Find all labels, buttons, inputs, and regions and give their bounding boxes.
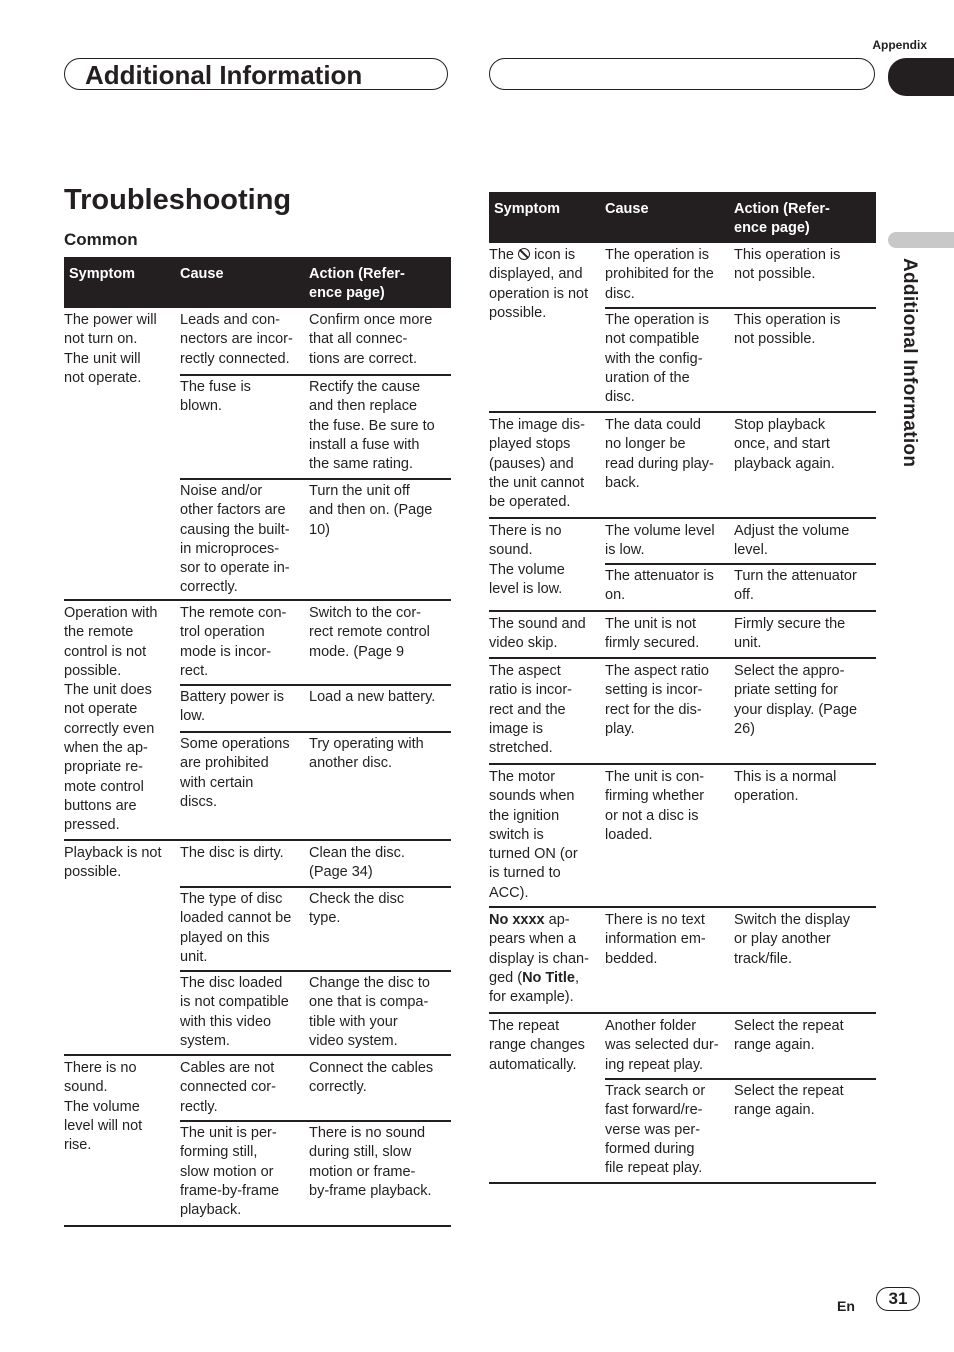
text-line: another disc. <box>309 755 393 772</box>
text-line: and then on. (Page <box>309 502 433 519</box>
cause-cell <box>180 890 291 967</box>
action-cell <box>734 911 850 969</box>
text-line: connected cor- <box>180 1079 276 1096</box>
text-line: stretched. <box>489 740 553 757</box>
text-line: and then replace <box>309 398 418 415</box>
table-row <box>64 1056 451 1227</box>
text-line: played stops <box>489 436 571 453</box>
text-line: nectors are incor- <box>180 331 293 348</box>
text-line: the same rating. <box>309 456 413 473</box>
text-line: or not a disc is <box>605 807 699 824</box>
text-line: ing repeat play. <box>605 1056 704 1073</box>
symptom-cell <box>64 1059 142 1155</box>
text-line: The unit will <box>64 350 141 367</box>
text-line: Confirm once more <box>309 312 433 328</box>
text-line: Adjust the volume <box>734 523 850 539</box>
no-entry-icon <box>518 248 530 260</box>
cause-cell <box>605 522 715 561</box>
text-line: not turn on. <box>64 331 138 348</box>
text-line: The remote con- <box>180 605 287 621</box>
page-title: Troubleshooting <box>64 184 292 216</box>
text-line: tions are correct. <box>309 350 417 367</box>
text-line: The unit is not <box>605 616 697 632</box>
header-pill <box>64 58 448 90</box>
symptom-cell <box>64 604 158 836</box>
text-line: Firmly secure the <box>734 616 846 632</box>
cause-cell <box>605 615 699 654</box>
action-cell <box>734 522 849 561</box>
text-line: by-frame playback. <box>309 1182 432 1199</box>
text-line: verse was per- <box>605 1121 701 1138</box>
text-line: playback. <box>180 1202 242 1219</box>
text-line: loaded cannot be <box>180 910 292 927</box>
text-line: motion or frame- <box>309 1163 416 1180</box>
text-line: buttons are <box>64 797 137 814</box>
text-line: trol operation <box>180 624 265 641</box>
text-line: Try operating with <box>309 736 424 752</box>
text-line: Another folder <box>605 1018 697 1034</box>
text-line: or play another <box>734 931 831 948</box>
action-cell <box>734 416 835 474</box>
text-line: Stop playback <box>734 417 826 433</box>
text-line: (pauses) and <box>489 455 574 472</box>
text-line: automatically. <box>489 1056 577 1073</box>
symptom-cell <box>489 768 578 903</box>
table-row <box>489 765 876 908</box>
text-line: There is no text <box>605 912 705 928</box>
cause-cell <box>180 482 290 598</box>
text-line: possible. <box>64 662 122 679</box>
text-line: the remote <box>64 624 134 641</box>
text-line: The unit is per- <box>180 1125 277 1141</box>
text-line: one that is compa- <box>309 994 429 1011</box>
table-row <box>64 308 451 601</box>
cause-cell <box>180 1059 276 1117</box>
text-line: The operation is <box>605 312 709 328</box>
side-section-label: Additional Information <box>899 258 920 468</box>
action-cell <box>734 246 840 285</box>
action-cell <box>309 482 432 540</box>
text-line: Rectify the cause <box>309 379 421 395</box>
text-line: low. <box>180 708 205 725</box>
text-line: The aspect ratio <box>605 663 709 679</box>
header-title: Additional Information <box>85 60 363 90</box>
text-line: was selected dur- <box>605 1037 719 1054</box>
table-row <box>64 841 451 1056</box>
text-line: the fuse. Be sure to <box>309 417 435 434</box>
text-line: turned ON (or <box>489 846 578 863</box>
action-cell <box>309 1059 433 1098</box>
text-line: firming whether <box>605 788 705 805</box>
text-line: The attenuator is <box>605 568 714 584</box>
text-line: be operated. <box>489 494 571 511</box>
text-line: The disc loaded <box>180 975 283 991</box>
text-line: Playback is not <box>64 845 162 861</box>
text-line: not possible. <box>734 331 816 348</box>
text-line: install a fuse with <box>309 436 420 453</box>
text-line: The repeat <box>489 1018 560 1034</box>
text-line: The sound and <box>489 616 586 632</box>
text-line: are prohibited <box>180 755 269 772</box>
text-line: formed during <box>605 1140 695 1157</box>
action-cell <box>734 615 845 654</box>
text-line: is not compatible <box>180 994 289 1011</box>
symptom-cell <box>489 1017 585 1075</box>
text-line: Turn the unit off <box>309 483 410 499</box>
cause-cell <box>605 1017 719 1075</box>
text-line: Noise and/or <box>180 483 263 499</box>
action-cell <box>309 890 404 929</box>
text-line: The volume <box>489 561 565 578</box>
text-line: level will not <box>64 1117 143 1134</box>
text-line: discs. <box>180 793 218 810</box>
text-line: The aspect <box>489 663 561 679</box>
text-line: sound. <box>64 1079 108 1096</box>
text-line: Select the repeat <box>734 1018 844 1034</box>
text-line: Switch the display <box>734 912 851 928</box>
cause-cell <box>605 911 706 969</box>
text-line: video skip. <box>489 635 558 652</box>
text-line: (Page 34) <box>309 864 373 881</box>
text-line: track/file. <box>734 950 793 967</box>
text-line: back. <box>605 474 640 491</box>
cause-cell <box>180 688 284 727</box>
text-line: The fuse is <box>180 379 251 395</box>
text-line: disc. <box>605 285 635 302</box>
text-line: priate setting for <box>734 682 838 699</box>
text-line: setting is incor- <box>605 682 703 699</box>
text-line: Some operations <box>180 736 290 752</box>
text-line: when the ap- <box>64 740 148 757</box>
text-line: video system. <box>309 1032 398 1049</box>
text-line: with this video <box>180 1013 272 1030</box>
text-line: image is <box>489 720 543 737</box>
text-line: range again. <box>734 1102 815 1119</box>
text-line: in microproces- <box>180 540 280 557</box>
text-line: unit. <box>180 948 208 965</box>
text-line: Switch to the cor- <box>309 605 422 621</box>
text-line: frame-by-frame <box>180 1182 280 1199</box>
cause-cell <box>180 604 286 681</box>
text-line: There is no <box>489 523 562 539</box>
text-line: once, and start <box>734 436 830 453</box>
text-line: pressed. <box>64 817 120 834</box>
text-line: possible. <box>64 864 122 881</box>
page-number: 31 <box>876 1287 920 1311</box>
header-block <box>888 58 954 96</box>
cause-cell <box>605 311 709 407</box>
text-line: with the config- <box>605 350 703 367</box>
action-cell <box>309 1124 432 1201</box>
text-line: control is not <box>64 643 147 660</box>
text-line: not possible. <box>734 266 816 283</box>
cause-cell <box>180 311 293 369</box>
text-line: rect remote control <box>309 624 430 641</box>
text-line: sounds when <box>489 788 575 805</box>
text-line: There is no sound <box>309 1125 426 1141</box>
text-line: displayed, and <box>489 266 583 283</box>
text-line: The volume <box>64 1098 140 1115</box>
section-heading: Common <box>64 230 138 249</box>
text-line: The type of disc <box>180 891 283 907</box>
cause-cell <box>605 416 714 493</box>
text-line: There is no <box>64 1060 137 1076</box>
text-line: disc. <box>605 389 635 406</box>
text-line: slow motion or <box>180 1163 274 1180</box>
text-line: ACC). <box>489 884 529 901</box>
text-line: The volume level <box>605 523 715 539</box>
text-line: not operate <box>64 701 138 718</box>
text-line: Turn the attenuator <box>734 568 857 584</box>
action-cell <box>734 1082 844 1121</box>
text-line: level is low. <box>489 580 563 597</box>
text-line: correctly. <box>309 1079 367 1096</box>
side-tab <box>888 232 954 248</box>
symptom-cell: The icon is displayed, and operation is not possible. <box>489 247 589 321</box>
action-cell <box>309 604 430 662</box>
text-line: This is a normal <box>734 769 837 785</box>
text-line: rect. <box>180 662 209 679</box>
symptom-cell: No xxxx ap- pears when a display is chan- ged (No Title, for example). <box>489 912 589 1006</box>
cause-cell <box>605 768 704 845</box>
text-line: This operation is <box>734 247 841 263</box>
header-symptom: Symptom <box>494 201 561 217</box>
text-line: correctly. <box>180 579 238 596</box>
text-line: Operation with <box>64 605 158 621</box>
symptom-cell <box>489 662 572 758</box>
text-line: that all connec- <box>309 331 408 348</box>
text-line: not compatible <box>605 331 700 348</box>
text-line: range changes <box>489 1037 585 1054</box>
text-line: mode. (Page 9 <box>309 643 405 660</box>
text-line: operation. <box>734 788 799 805</box>
text-line: 10) <box>309 521 330 538</box>
action-cell <box>309 974 430 1051</box>
text-line: play. <box>605 720 635 737</box>
text-line: blown. <box>180 398 222 415</box>
text-line: information em- <box>605 931 706 948</box>
appendix-label: Appendix <box>872 38 927 52</box>
text-line: This operation is <box>734 312 841 328</box>
text-line: sound. <box>489 542 533 559</box>
action-cell <box>734 662 857 739</box>
text-line: rise. <box>64 1137 92 1154</box>
cause-cell <box>180 974 289 1051</box>
text-line: The motor <box>489 769 556 785</box>
text-line: prohibited for the <box>605 266 714 283</box>
header-action: Action (Refer- ence page) <box>309 266 405 301</box>
text-line: The disc is dirty. <box>180 845 284 861</box>
symptom-cell <box>489 615 586 654</box>
table-row <box>489 1014 876 1184</box>
text-line: mode is incor- <box>180 643 272 660</box>
text-line: rectly connected. <box>180 350 290 367</box>
action-cell <box>309 844 405 883</box>
text-line: Cables are not <box>180 1060 275 1076</box>
text-line: The data could <box>605 417 701 433</box>
text-line: Check the disc <box>309 891 405 907</box>
action-cell <box>734 311 840 350</box>
text-line: Battery power is <box>180 689 284 705</box>
text-line: forming still, <box>180 1144 258 1161</box>
text-line: operation is not <box>489 285 589 302</box>
text-line: range again. <box>734 1037 815 1054</box>
text-line: during still, slow <box>309 1144 412 1161</box>
text-line: 26) <box>734 720 755 737</box>
text-line: Clean the disc. <box>309 845 405 861</box>
troubleshooting-table-right <box>489 192 876 1184</box>
header-cause: Cause <box>180 266 224 282</box>
text-line: causing the built- <box>180 521 290 538</box>
table-row <box>489 413 876 519</box>
symptom-cell <box>489 416 585 512</box>
symptom-cell <box>64 311 157 388</box>
text-line: rect and the <box>489 701 566 718</box>
table-header <box>64 257 451 308</box>
text-line: firmly secured. <box>605 635 700 652</box>
text-line: type. <box>309 910 341 927</box>
action-cell <box>734 567 857 606</box>
header-pill-empty <box>489 58 875 90</box>
text-line: rect for the dis- <box>605 701 702 718</box>
header-cause: Cause <box>605 201 649 217</box>
text-line: played on this <box>180 929 270 946</box>
troubleshooting-table-left <box>64 257 451 1227</box>
cause-cell <box>605 567 714 606</box>
text-line: no longer be <box>605 436 686 453</box>
text-line: file repeat play. <box>605 1160 703 1177</box>
table-row <box>64 601 451 841</box>
cause-cell <box>180 1124 279 1220</box>
text-line: read during play- <box>605 455 714 472</box>
text-line: unit. <box>734 635 762 652</box>
cause-cell <box>180 844 284 863</box>
text-line: on. <box>605 587 626 604</box>
table-row <box>489 243 876 413</box>
text-line: your display. (Page <box>734 701 858 718</box>
header-action: Action (Refer- ence page) <box>734 201 830 236</box>
table-row <box>489 612 876 659</box>
text-line: uration of the <box>605 369 690 386</box>
text-line: tible with your <box>309 1013 398 1030</box>
text-line: Connect the cables <box>309 1060 434 1076</box>
text-line: Select the appro- <box>734 663 845 679</box>
text-line: system. <box>180 1032 230 1049</box>
table-row <box>489 519 876 612</box>
text-line: The operation is <box>605 247 709 263</box>
text-line: Track search or <box>605 1083 706 1099</box>
text-line: The unit is con- <box>605 769 705 785</box>
text-line: The image dis- <box>489 417 585 433</box>
text-line: switch is <box>489 826 544 843</box>
action-cell <box>734 768 836 807</box>
action-cell <box>309 735 424 774</box>
table-row <box>489 659 876 765</box>
header-symptom: Symptom <box>69 266 136 282</box>
text-line: the unit cannot <box>489 474 585 491</box>
text-line: level. <box>734 542 768 559</box>
language-label: En <box>837 1298 855 1314</box>
text-line: ratio is incor- <box>489 682 572 699</box>
action-cell <box>309 378 435 474</box>
text-line: off. <box>734 587 754 604</box>
text-line: not operate. <box>64 369 142 386</box>
action-cell <box>734 1017 844 1056</box>
cause-cell <box>180 378 251 417</box>
text-line: is low. <box>605 542 645 559</box>
cause-cell <box>180 735 290 812</box>
text-line: the ignition <box>489 807 560 824</box>
text-line: other factors are <box>180 502 286 519</box>
action-cell <box>309 688 435 707</box>
text-line: correctly even <box>64 720 155 737</box>
text-line: Leads and con- <box>180 312 280 328</box>
text-line: playback again. <box>734 455 835 472</box>
table-row <box>489 908 876 1014</box>
text-line: possible. <box>489 304 547 321</box>
text-line: Load a new battery. <box>309 689 436 705</box>
text-line: mote control <box>64 778 144 795</box>
text-line: Change the disc to <box>309 975 430 991</box>
text-line: bedded. <box>605 950 658 967</box>
text-line: loaded. <box>605 826 653 843</box>
text-line: Select the repeat <box>734 1083 844 1099</box>
text-line: is turned to <box>489 865 561 882</box>
text-line: fast forward/re- <box>605 1102 703 1119</box>
symptom-cell <box>489 522 565 599</box>
text-line: sor to operate in- <box>180 560 290 577</box>
text-line: rectly. <box>180 1098 218 1115</box>
action-cell <box>309 311 432 369</box>
text-line: The power will <box>64 312 157 328</box>
table-header <box>489 192 876 243</box>
cause-cell <box>605 662 709 739</box>
text-line: with certain <box>180 774 254 791</box>
symptom-cell <box>64 844 162 883</box>
cause-cell <box>605 1082 705 1178</box>
text-line: propriate re- <box>64 759 143 776</box>
cause-cell <box>605 246 714 304</box>
text-line: The unit does <box>64 682 152 699</box>
